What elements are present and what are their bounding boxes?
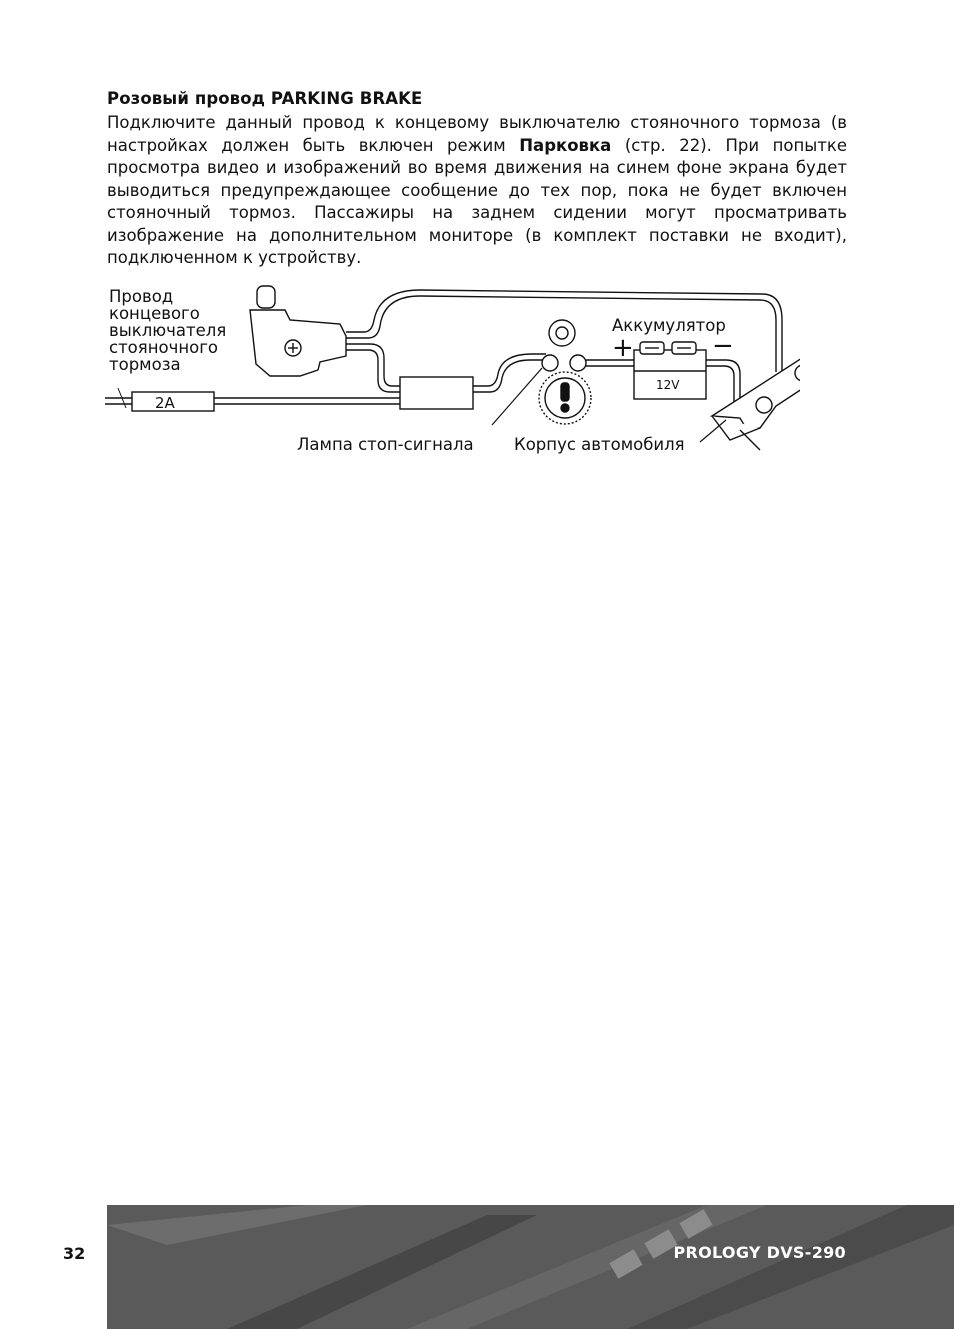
footer-brand: PROLOGY DVS-290 [673,1243,846,1262]
wire-label-line-5: тормоза [109,355,181,374]
fuse-label: 2A [155,394,175,412]
section-paragraph [107,112,847,270]
battery-label: Аккумулятор [612,316,726,335]
section-heading: Розовый провод PARKING BRAKE [107,89,423,108]
footer-bar [107,1205,954,1329]
page-number: 32 [63,1244,86,1263]
battery-plus-sign: + [612,333,634,363]
lamp-label: Лампа стоп-сигнала [297,435,474,454]
footer-texture [107,1205,954,1329]
battery-minus-sign: − [712,331,734,361]
wire-label-line-3: выключателя [109,321,227,340]
brake-switch-icon [250,286,346,376]
car-body-label: Корпус автомобиля [514,435,685,454]
wire-label-line-4: стояночного [109,338,218,357]
wire-label-line-1: Провод [109,287,174,306]
paragraph-bold-parking: Парковка [519,135,612,155]
wiring-diagram [100,280,800,460]
wire-label [109,288,226,373]
battery-voltage: 12V [656,378,680,392]
brake-lamp-icon [539,320,591,424]
wire-label-line-2: концевого [109,304,200,323]
paragraph-text-1: Подключите данный провод к концевому выключателю стояночного тормоза (в настройках должен быть включен режим [107,113,847,155]
paragraph-text-2: (стр. 22). При попытке просмотра видео и изображений во время движения на синем фоне экрана будет выводиться предупреждающее сообщение до тех пор, пока не будет включен стояночный тормоз. Пассажиры на заднем сидении могут просматривать изображение на дополнительном мониторе (в комплект поставки не входит), подключенном к устройству. [107,135,848,267]
